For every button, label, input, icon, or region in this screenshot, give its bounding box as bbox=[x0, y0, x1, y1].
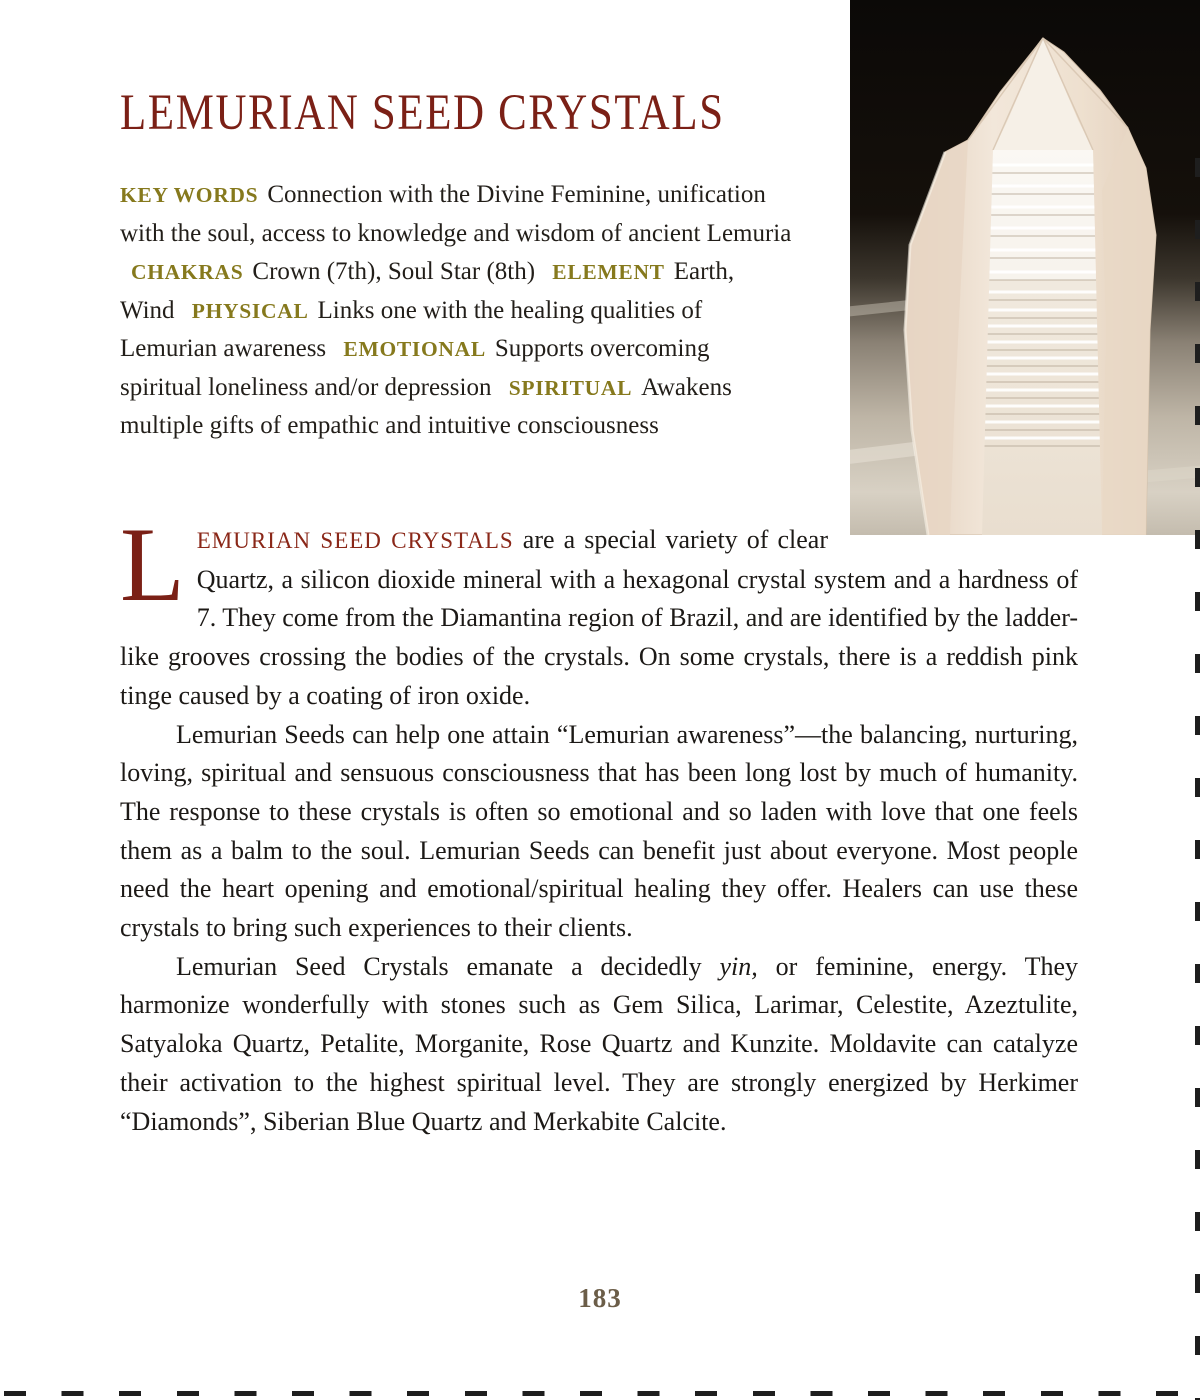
property-text: Crown (7th), Soul Star (8th) bbox=[252, 258, 536, 285]
property-text: Earth, Wind bbox=[120, 258, 735, 324]
property-label: EMOTIONAL bbox=[343, 337, 486, 361]
property-text: Links one with the healing qualities of Lemurian awareness bbox=[120, 296, 703, 362]
bottom-page-edge-marks bbox=[4, 1391, 1182, 1396]
right-page-edge-marks bbox=[1195, 158, 1200, 1400]
lead-small-caps: EMURIAN SEED CRYSTALS bbox=[196, 528, 514, 553]
paragraph-3-italic: yin, bbox=[719, 951, 758, 981]
property-chakras bbox=[120, 258, 535, 285]
property-label: PHYSICAL bbox=[191, 298, 309, 323]
paragraph-1-text: are a special variety of clear Quartz, a silicon dioxide mineral with a hexagonal crystal system and a hardness of 7. They come from the Diamantina region of Brazil, and are identified by the ladder-like grooves crossing the bodies of the crystals. On some crystals, there is a reddish pink tinge caused by a coating of iron oxide. bbox=[120, 525, 1078, 710]
property-text: Awakens multiple gifts of empathic and intuitive consciousness bbox=[120, 373, 732, 439]
photo-wrap-spacer bbox=[828, 521, 1078, 549]
property-text: Connection with the Divine Feminine, unification with the soul, access to knowledge and wisdom of ancient Lemuria bbox=[120, 181, 792, 247]
paragraph-3-text: Lemurian Seed Crystals emanate a decidedly bbox=[176, 951, 720, 981]
property-label: ELEMENT bbox=[552, 260, 665, 284]
crystal-photo bbox=[850, 0, 1200, 535]
drop-cap: L bbox=[120, 506, 185, 623]
page-number: 183 bbox=[578, 1283, 622, 1313]
property-text: Supports overcoming spiritual loneliness and/or depression bbox=[120, 335, 710, 401]
property-label: SPIRITUAL bbox=[508, 375, 633, 400]
properties-block bbox=[120, 176, 792, 446]
property-label: KEY WORDS bbox=[120, 183, 259, 207]
paragraph-3-text: or feminine, energy. They harmonize wonderfully with stones such as Gem Silica, Larimar, Celestite, Azeztulite, Satyaloka Quartz, Petalite, Morganite, Rose Quartz and Kunzite. Moldavite can catalyze their activation to the highest spiritual level. They are strongly energized by Herkimer “Diamonds”, Siberian Blue Quartz and Merkabite Calcite. bbox=[120, 951, 1078, 1136]
property-key-words bbox=[120, 181, 791, 247]
paragraph-2: Lemurian Seeds can help one attain “Lemurian awareness”—the balancing, nurturing, loving, spiritual and sensuous consciousness that has been long lost by much of humanity. The response to these crystals is often so emotional and so laden with love that one feels them as a balm to the soul. Lemurian Seeds can benefit just about everyone. Most people need the heart opening and emotional/spiritual healing they offer. Healers can use these crystals to bring such experiences to their clients. bbox=[120, 719, 1078, 943]
paragraph-3 bbox=[120, 948, 1078, 1142]
paragraph-1 bbox=[120, 506, 1078, 716]
page-title: LEMURIAN SEED CRYSTALS bbox=[120, 85, 725, 141]
property-label: CHAKRAS bbox=[131, 260, 244, 284]
article-body bbox=[120, 506, 1078, 1141]
